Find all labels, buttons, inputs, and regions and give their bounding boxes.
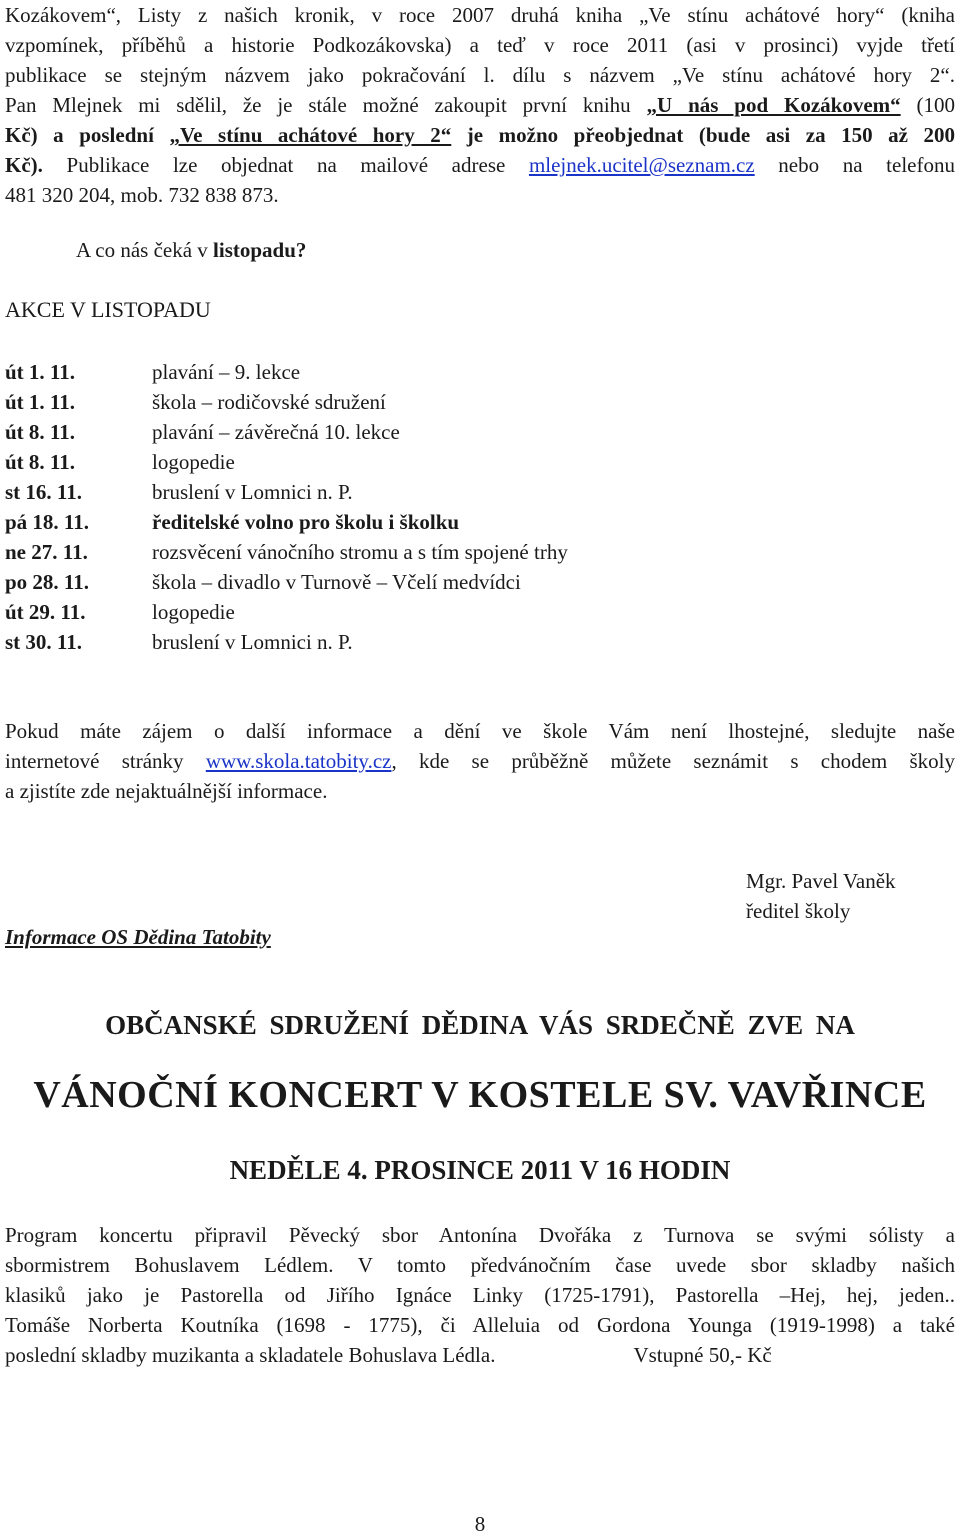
- event-description: logopedie: [152, 450, 235, 474]
- intro-line-1: Kozákovem“, Listy z našich kronik, v roce 2007 druhá kniha „Ve stínu achátové hory“ (kniha: [5, 3, 955, 27]
- info-line-2: [5, 746, 955, 776]
- section-title-os: Informace OS Dědina Tatobity: [5, 925, 271, 949]
- intro-line-5: [5, 120, 955, 150]
- event-description: plavání – závěrečná 10. lekce: [152, 420, 400, 444]
- program-line-3: klasiků jako je Pastorella od Jiřího Ignáce Linky (1725-1791), Pastorella –Hej, hej, jeden..: [5, 1283, 955, 1307]
- intro-paragraph: [5, 0, 955, 210]
- event-description: bruslení v Lomnici n. P.: [152, 480, 353, 504]
- concert-heading: VÁNOČNÍ KONCERT V KOSTELE SV. VAVŘINCE: [33, 1074, 927, 1116]
- info-text: internetové stránky: [5, 749, 206, 773]
- intro-text: Pan Mlejnek mi sdělil, že je stále možné zakoupit první knihu: [5, 93, 647, 117]
- event-date: út 8. 11.: [5, 420, 76, 444]
- event-row: [5, 567, 568, 597]
- program-line-1: Program koncertu připravil Pěvecký sbor Antonína Dvořáka z Turnova se svými sólisty a: [5, 1223, 955, 1247]
- program-line-5: [5, 1340, 955, 1370]
- website-link[interactable]: www.skola.tatobity.cz: [205, 749, 392, 773]
- event-row: [5, 447, 568, 477]
- signature-role: ředitel školy: [746, 899, 851, 923]
- info-text: , kde se průběžně můžete seznámit s chodem školy: [391, 749, 956, 773]
- event-date: út 1. 11.: [5, 360, 76, 384]
- info-line-3: a zjistíte zde nejaktuálnější informace.: [5, 779, 328, 803]
- event-row: [5, 627, 568, 657]
- event-description: ředitelské volno pro školu i školku: [152, 510, 460, 534]
- signature-name: Mgr. Pavel Vaněk: [746, 869, 896, 893]
- event-description: logopedie: [152, 600, 235, 624]
- intro-line-3: publikace se stejným názvem jako pokračování l. dílu s názvem „Ve stínu achátové hory 2“.: [5, 63, 955, 87]
- event-date: ne 27. 11.: [5, 540, 88, 564]
- book-title-2: „Ve stínu achátové hory 2“: [169, 123, 452, 147]
- event-row: [5, 597, 568, 627]
- event-description: rozsvěcení vánočního stromu a s tím spojené trhy: [152, 540, 568, 564]
- intro-line-6: [5, 150, 955, 180]
- program-line-4: Tomáše Norberta Koutníka (1698 - 1775), či Alleluia od Gordona Younga (1919-1998) a také: [5, 1313, 955, 1337]
- event-row: [5, 507, 568, 537]
- november-question: [76, 238, 306, 263]
- event-date: po 28. 11.: [5, 570, 90, 594]
- program-text: poslední skladby muzikanta a skladatele Bohuslava Lédla.: [5, 1343, 496, 1367]
- event-date: st 16. 11.: [5, 480, 83, 504]
- page-number: 8: [474, 1512, 486, 1536]
- info-line-1: Pokud máte zájem o další informace a dění ve škole Vám není lhostejné, sledujte naše: [5, 719, 955, 743]
- intro-text: nebo na telefonu: [754, 153, 955, 177]
- concert-date: NEDĚLE 4. PROSINCE 2011 V 16 HODIN: [229, 1155, 731, 1185]
- intro-text: (100: [900, 93, 955, 117]
- intro-text-bold: Kč) a poslední: [5, 123, 170, 147]
- events-list: [5, 357, 568, 657]
- event-date: st 30. 11.: [5, 630, 83, 654]
- event-row: [5, 357, 568, 387]
- event-row: [5, 477, 568, 507]
- program-line-2: sbormistrem Bohuslavem Lédlem. V tomto předvánočním čase uvede sbor skladby našich: [5, 1253, 955, 1277]
- event-date: pá 18. 11.: [5, 510, 90, 534]
- intro-line-4: [5, 90, 955, 120]
- question-bold: listopadu?: [213, 238, 307, 262]
- event-row: [5, 537, 568, 567]
- invite-heading: OBČANSKÉ SDRUŽENÍ DĚDINA VÁS SRDEČNĚ ZVE NA: [105, 1010, 855, 1040]
- event-date: út 1. 11.: [5, 390, 76, 414]
- intro-text-bold: Kč).: [5, 153, 43, 177]
- question-text: A co nás čeká v: [76, 238, 214, 262]
- event-date: út 29. 11.: [5, 600, 86, 624]
- book-title-1: „U nás pod Kozákovem“: [646, 93, 901, 117]
- intro-text-bold: je možno přeobjednat (bude asi za 150 až 200: [451, 123, 955, 147]
- intro-line-7: 481 320 204, mob. 732 838 873.: [5, 183, 279, 207]
- event-date: út 8. 11.: [5, 450, 76, 474]
- event-description: plavání – 9. lekce: [152, 360, 301, 384]
- event-row: [5, 387, 568, 417]
- event-description: škola – divadlo v Turnově – Včelí medvídci: [152, 570, 521, 594]
- event-description: škola – rodičovské sdružení: [152, 390, 386, 414]
- signature-block: [746, 866, 896, 926]
- events-heading: AKCE V LISTOPADU: [5, 297, 211, 322]
- entry-fee: Vstupné 50,- Kč: [633, 1343, 772, 1367]
- intro-text: Publikace lze objednat na mailové adrese: [42, 153, 529, 177]
- program-paragraph: [5, 1220, 955, 1370]
- event-description: bruslení v Lomnici n. P.: [152, 630, 353, 654]
- intro-line-2: vzpomínek, příběhů a historie Podkozákovska) a teď v roce 2011 (asi v prosinci) vyjde třetí: [5, 33, 955, 57]
- info-paragraph: [5, 716, 955, 806]
- event-row: [5, 417, 568, 447]
- email-link[interactable]: mlejnek.ucitel@seznam.cz: [528, 153, 755, 177]
